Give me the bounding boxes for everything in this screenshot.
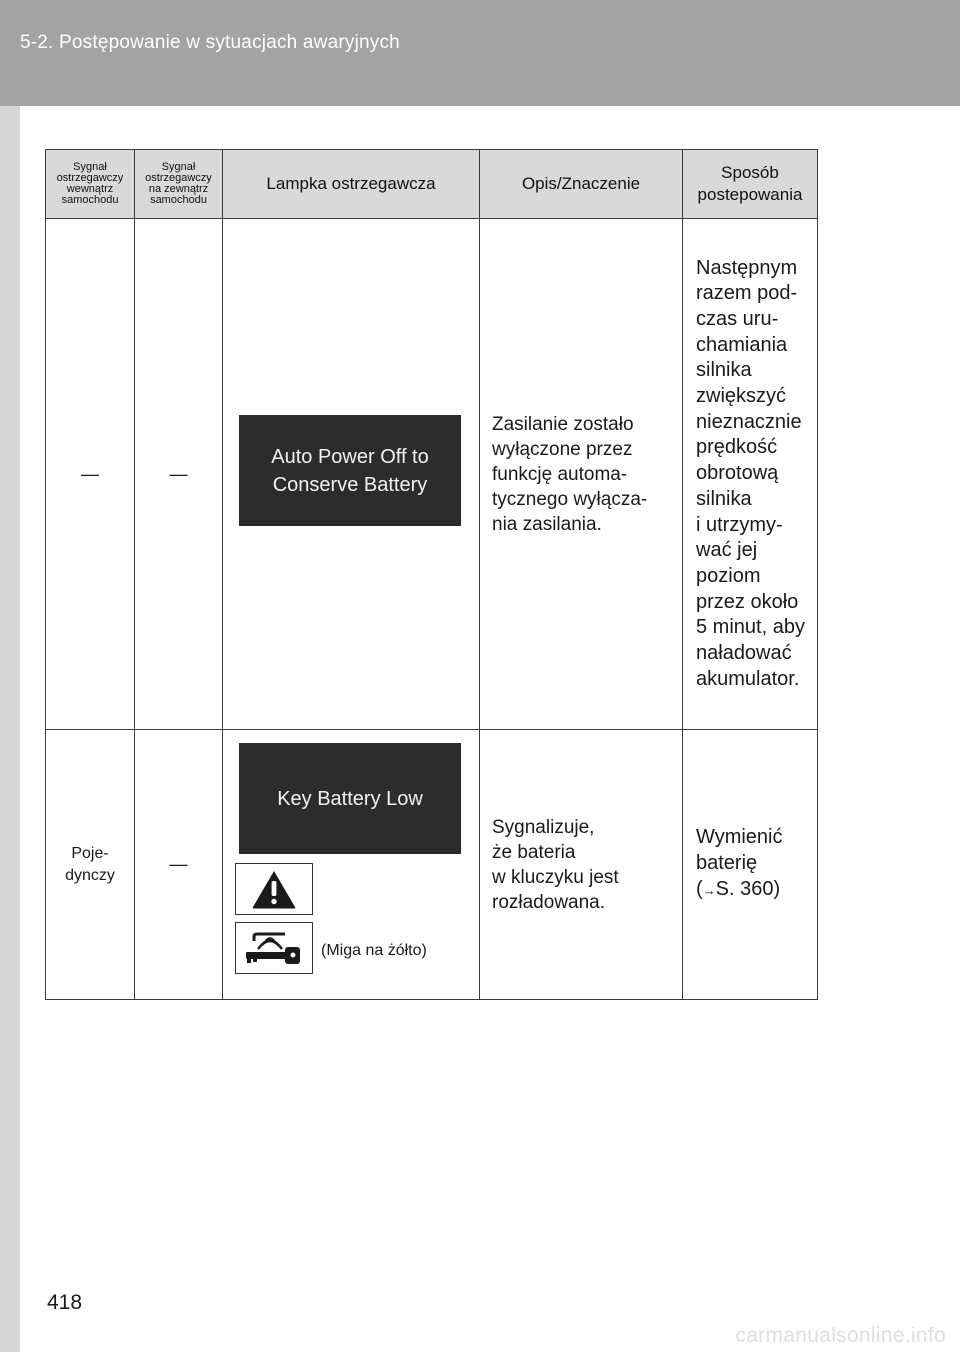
header-inside-signal: Sygnał ostrzegawczy wewnątrz samochodu (46, 150, 135, 219)
key-battery-low-display: Key Battery Low (239, 743, 461, 854)
row2-action: Wymienić baterię (→S. 360) (683, 730, 818, 1000)
row2-lamp (223, 730, 480, 1000)
row1-description: Zasilanie zostało wyłączone przez funkcję automa- tycznego wyłącza- nia zasilania. (480, 219, 683, 730)
blink-yellow-note: (Miga na żółto) (321, 942, 427, 959)
arrow-right-icon: → (702, 882, 716, 898)
watermark: carmanualsonline.info (735, 1324, 946, 1347)
warning-triangle-icon (235, 863, 313, 915)
row2-description: Sygnalizuje, że bateria w kluczyku jest rozładowana. (480, 730, 683, 1000)
row2-outside: — (135, 730, 223, 1000)
row1-inside: — (46, 219, 135, 730)
header-bar (0, 0, 960, 106)
row1-action: Następnym razem pod- czas uru- chamiania silnika zwiększyć nieznacznie prędkość obrotową silnika i utrzymy- wać jej poziom przez około 5 minut, aby naładować akumulator. (683, 219, 818, 730)
row1-outside: — (135, 219, 223, 730)
page-number: 418 (47, 1291, 83, 1314)
header-outside-signal: Sygnał ostrzegawczy na zewnątrz samochodu (135, 150, 223, 219)
row1-lamp (223, 219, 480, 730)
warning-table (45, 149, 818, 1000)
table-header-row (46, 150, 818, 219)
table-row (46, 219, 818, 730)
table-row (46, 730, 818, 1000)
auto-power-off-display: Auto Power Off to Conserve Battery (239, 415, 461, 526)
side-margin-strip (0, 106, 20, 1352)
header-lamp: Lampka ostrzegawcza (223, 150, 480, 219)
section-title: 5-2. Postępowanie w sytuacjach awaryjnych (20, 32, 400, 53)
key-battery-icon (235, 922, 313, 974)
row2-inside: Poje- dynczy (46, 730, 135, 1000)
header-description: Opis/Znaczenie (480, 150, 683, 219)
header-action: Sposób postepowania (683, 150, 818, 219)
